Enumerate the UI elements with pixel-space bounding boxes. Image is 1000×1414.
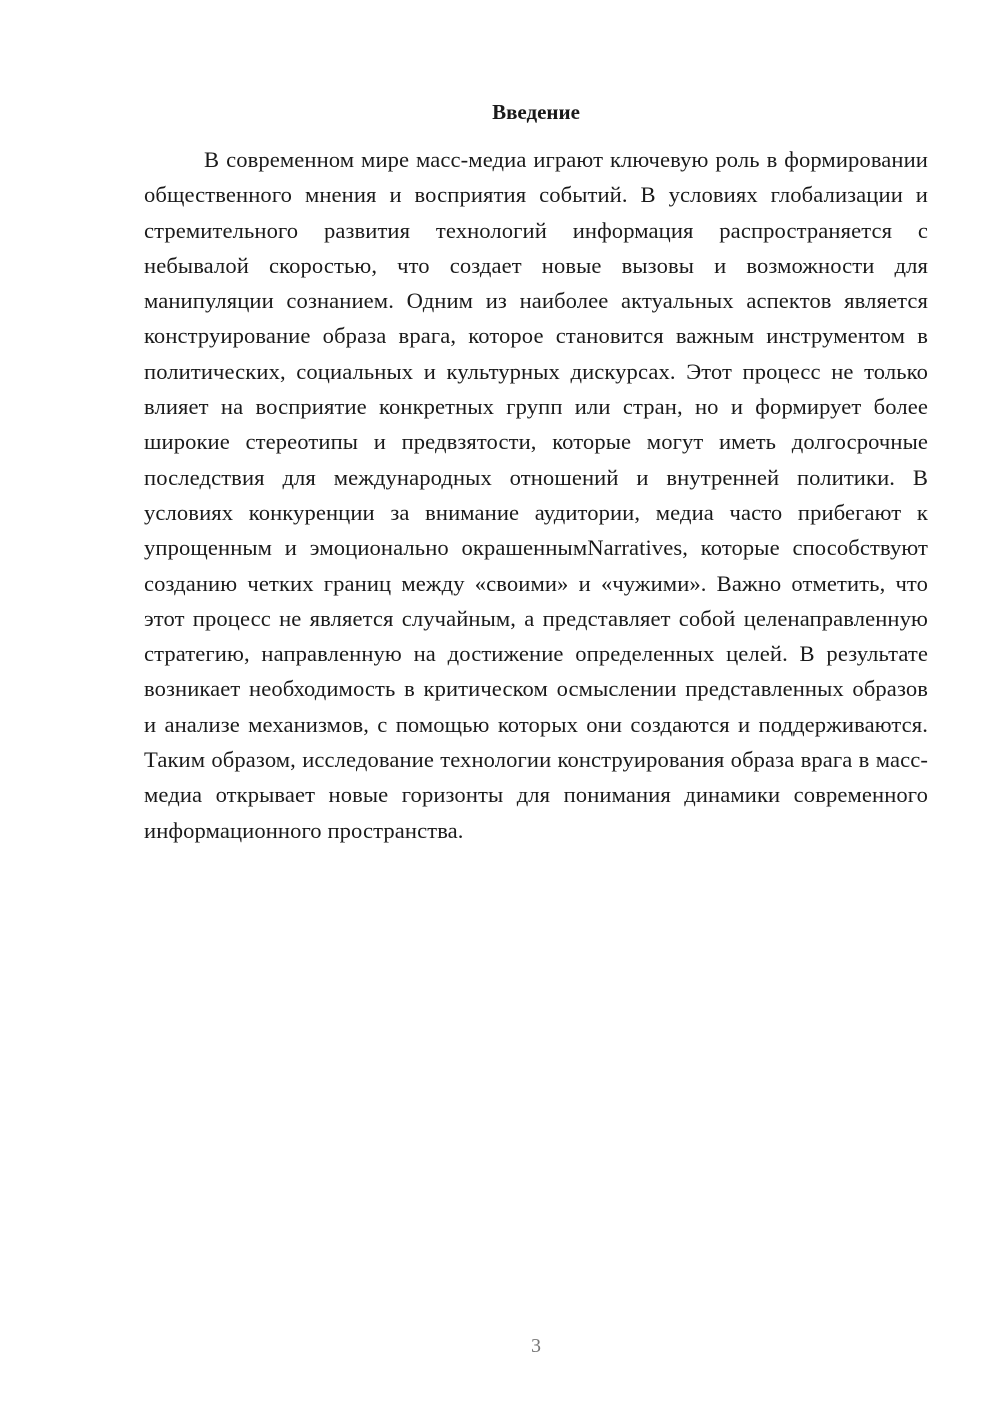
page-number: 3 [531,1335,541,1357]
section-heading: Введение [492,100,580,124]
body-paragraph: В современном мире масс-медиа играют ключевую роль в формировании общественного мнения и восприятия событий. В условиях глобализации и стремительного развития технологий информация распространяется с небывалой скоростью, что создает новые вызовы и возможности для манипуляции сознанием. Одним из наиболее актуальных аспектов является конструирование образа врага, которое становится важным инструментом в политических, социальных и культурных дискурсах. Этот процесс не только влияет на восприятие конкретных групп или стран, но и формирует более широкие стереотипы и предвзятости, которые могут иметь долгосрочные последствия для международных отношений и внутренней политики. В условиях конкуренции за внимание аудитории, медиа часто прибегают к упрощенным и эмоционально окрашеннымNarratives, которые способствуют созданию четких границ между «своими» и «чужими». Важно отметить, что этот процесс не является случайным, а представляет собой целенаправленную стратегию, направленную на достижение определенных целей. В результате возникает необходимость в критическом осмыслении представленных образов и анализе механизмов, с помощью которых они создаются и поддерживаются. Таким образом, исследование технологии конструирования образа врага в масс-медиа открывает новые горизонты для понимания динамики современного информационного пространства. [144,147,928,843]
